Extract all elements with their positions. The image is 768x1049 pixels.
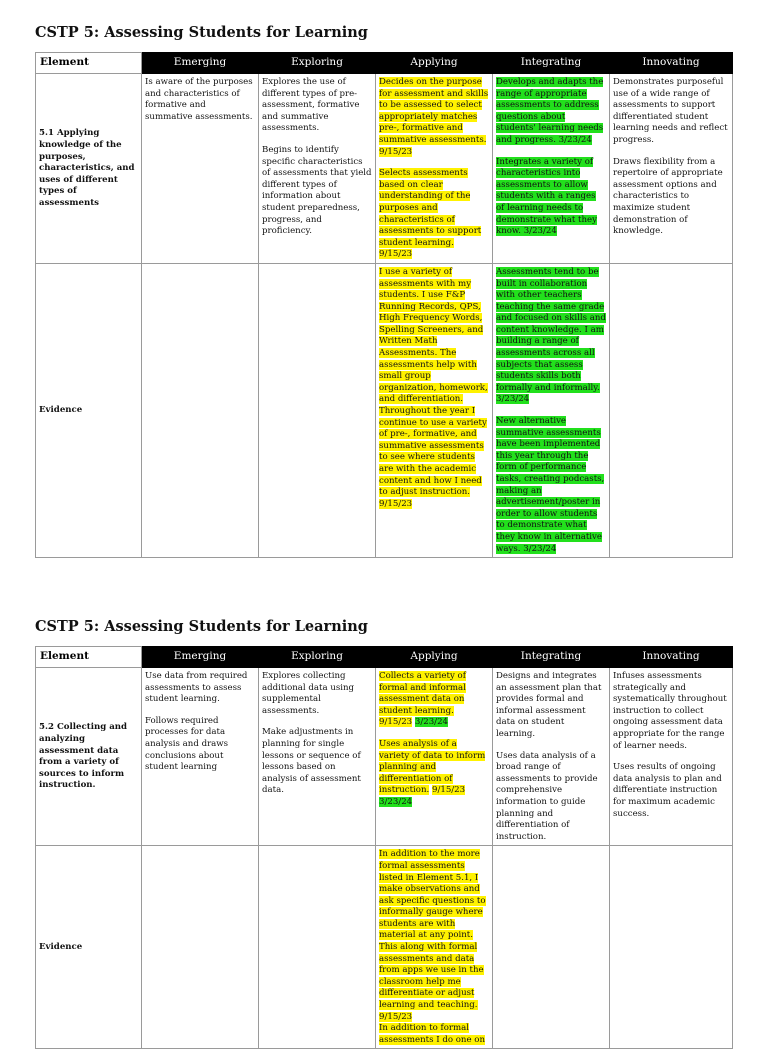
emerging-text: Use data from required assessments to assess student learning. [145,671,248,705]
evidence-applying-text: In addition to formal assessments I do one on [379,1023,485,1045]
evidence-integrating-cell [493,263,610,557]
header-applying: Applying [376,647,493,668]
exploring-text: Explores collecting additional data using supplemental assessments. [262,671,355,716]
evidence-integrating-text: Assessments tend to be built in collaboration with other teachers teaching the same grade and focused on skills and content knowledge. I am building a range of assessments across all subjects that assess students skills both formally and informally. 3/23/24 [496,266,606,405]
emerging-cell [142,668,259,846]
element-label: 5.1 Applying knowledge of the purposes, characteristics, and uses of different types of assessments [36,74,142,264]
exploring-text: Explores the use of different types of pre-assessment, formative and summative assessments. [262,77,360,134]
header-innovating: Innovating [610,647,733,668]
rubric-section-5-1 [35,22,732,558]
header-innovating: Innovating [610,53,733,74]
header-exploring: Exploring [259,53,376,74]
innovating-cell [610,74,733,264]
header-row [36,53,733,74]
applying-cell [376,74,493,264]
innovating-text: Draws flexibility from a repertoire of appropriate assessment options and characteristics to maximize student demonstration of knowledge. [613,156,723,237]
evidence-row [36,846,733,1049]
emerging-cell [142,74,259,264]
applying-date: 9/15/23 [431,785,466,796]
integrating-cell [493,74,610,264]
applying-cell [376,668,493,846]
evidence-label: Evidence [36,263,142,557]
evidence-innovating-cell [610,846,733,1049]
descriptor-row [36,74,733,264]
evidence-emerging-cell [142,263,259,557]
emerging-text: Is aware of the purposes and characteristics of formative and summative assessments. [145,77,253,122]
header-emerging: Emerging [142,53,259,74]
evidence-integrating-cell [493,846,610,1049]
applying-text: Collects a variety of formal and informal assessment data on student learning. [379,671,466,716]
evidence-emerging-cell [142,846,259,1049]
evidence-applying-text: In addition to the more formal assessments listed in Element 5.1, I make observations and ask specific questions to informally gauge where students are with material at any point. This along with formal assessments and data from apps we use in the classroom help me differentiate or adjust learning and teaching. 9/15/23 [379,849,486,1022]
innovating-text: Demonstrates purposeful use of a wide range of assessments to support differentiated student learning needs and reflect progress. [613,77,728,145]
innovating-cell [610,668,733,846]
integrating-text: Develops and adapts the range of appropriate assessments to address questions about students' learning needs and progress. 3/23/24 [496,77,604,145]
header-element: Element [36,647,142,668]
rubric-table [35,646,733,1049]
evidence-row [36,263,733,557]
evidence-integrating-text: New alternative summative assessments have been implemented this year through the form of performance tasks, creating podcasts, making an advertisement/poster in order to allow students to demonstrate what they know in alternative ways. 3/23/24 [496,416,605,554]
emerging-text: Follows required processes for data analysis and draws conclusions about student learning [145,715,229,773]
integrating-text: Integrates a variety of characteristics into assessments to allow students with a ranges of learning needs to demonstrate what they know. 3/23/24 [496,156,597,237]
evidence-exploring-cell [259,263,376,557]
header-integrating: Integrating [493,53,610,74]
header-applying: Applying [376,53,493,74]
evidence-exploring-cell [259,846,376,1049]
header-integrating: Integrating [493,647,610,668]
element-label: 5.2 Collecting and analyzing assessment data from a variety of sources to inform instruction. [36,668,142,846]
evidence-applying-text: I use a variety of assessments with my students. I use F&P Running Records, QPS, High Frequency Words, Spelling Screeners, and Written Math Assessments. The assessments help with small group organization, homework, and differentiation. Throughout the year I continue to use a variety of pre-, formative, and summative assessments to see where students are with the academic content and how I need to adjust instruction. 9/15/23 [379,266,488,509]
exploring-cell [259,74,376,264]
applying-date: 3/23/24 [379,796,413,807]
evidence-applying-cell [376,846,493,1049]
integrating-text: Designs and integrates an assessment plan that provides formal and informal assessment data on student learning. [496,671,602,739]
header-emerging: Emerging [142,647,259,668]
applying-text: Decides on the purpose for assessment and skills to be assessed to select appropriately matches pre-, formative and summative assessments. 9/15/23 [379,77,489,157]
evidence-innovating-cell [610,263,733,557]
descriptor-row [36,668,733,846]
exploring-text: Begins to identify specific characteristics of assessments that yield different types of information about student preparedness, progress, and proficiency. [262,144,372,237]
header-element: Element [36,53,142,74]
integrating-cell [493,668,610,846]
header-exploring: Exploring [259,647,376,668]
rubric-section-5-2 [35,616,732,1049]
evidence-label: Evidence [36,846,142,1049]
header-row [36,647,733,668]
applying-date: 3/23/24 [414,717,449,728]
section-title: CSTP 5: Assessing Students for Learning [35,618,368,635]
integrating-text: Uses data analysis of a broad range of assessments to provide comprehensive information to guide planning and differentiation of instruction. [496,750,598,842]
innovating-text: Uses results of ongoing data analysis to plan and differentiate instruction for maximum academic success. [613,762,722,819]
exploring-cell [259,668,376,846]
applying-date: 9/15/23 [379,717,413,728]
applying-text: Selects assessments based on clear understanding of the purposes and characteristics of assessments to support student learning. 9/15/23 [379,168,482,260]
innovating-text: Infuses assessments strategically and systematically throughout instruction to collect ongoing assessment data appropriate for the range of learner needs. [613,671,727,751]
section-title: CSTP 5: Assessing Students for Learning [35,24,368,41]
exploring-text: Make adjustments in planning for single lessons or sequence of lessons based on analysis of assessment data. [262,727,361,796]
rubric-table [35,52,733,558]
applying-text: Uses analysis of a variety of data to inform planning and differentiation of instruction. [379,738,486,796]
evidence-applying-cell [376,263,493,557]
